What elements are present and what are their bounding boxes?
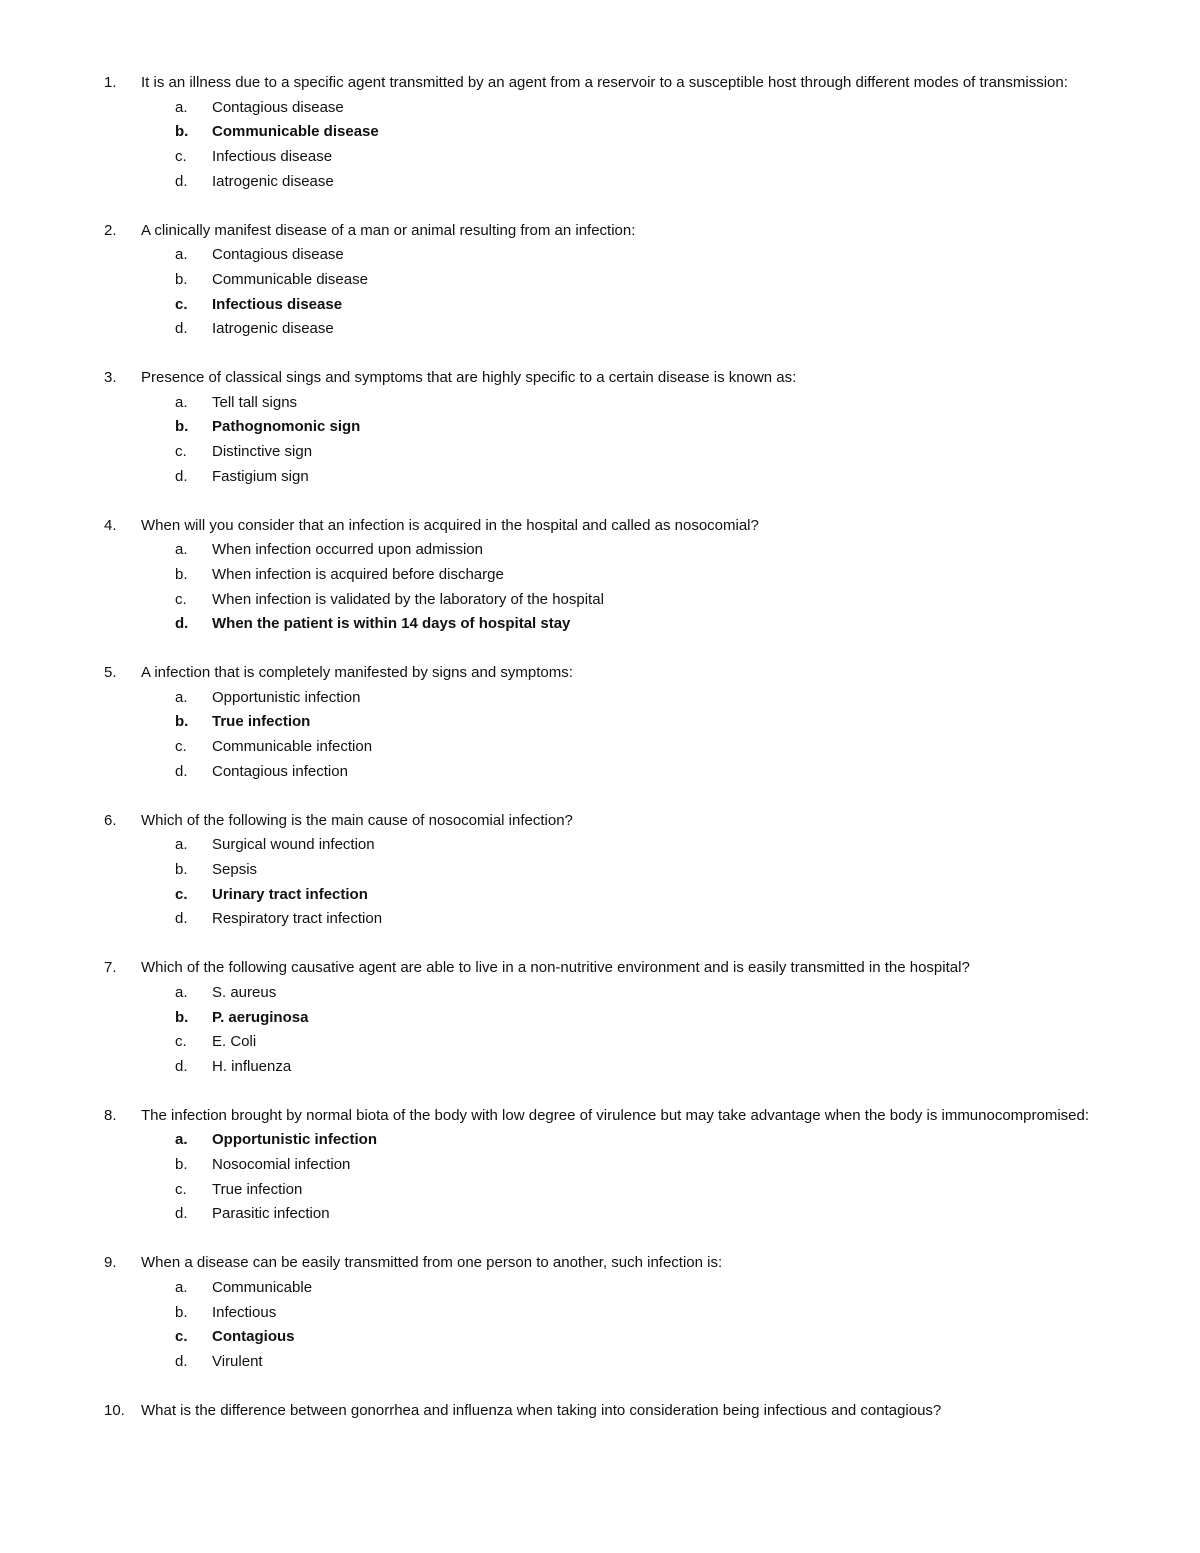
question-stem xyxy=(104,366,1130,391)
option-text: H. influenza xyxy=(212,1057,292,1075)
answer-option-correct xyxy=(104,612,1130,637)
answer-option-correct xyxy=(104,415,1130,440)
answer-options xyxy=(104,1128,1130,1227)
question-text: When will you consider that an infection is acquired in the hospital and called as nosocomial? xyxy=(141,516,759,534)
option-letter: a. xyxy=(175,688,188,706)
option-text: Respiratory tract infection xyxy=(212,910,383,928)
option-letter: b. xyxy=(175,860,188,878)
question-number: 2. xyxy=(104,221,117,239)
answer-option xyxy=(104,1301,1130,1326)
option-text: Distinctive sign xyxy=(212,443,313,461)
option-text: True infection xyxy=(212,713,311,731)
option-text: Iatrogenic disease xyxy=(212,320,334,338)
answer-option xyxy=(104,1276,1130,1301)
answer-options xyxy=(104,1276,1130,1375)
question-number: 7. xyxy=(104,959,117,977)
answer-option xyxy=(104,981,1130,1006)
option-letter: b. xyxy=(175,713,189,731)
option-letter: b. xyxy=(175,1303,188,1321)
option-letter: a. xyxy=(175,98,188,116)
option-text: Communicable disease xyxy=(212,270,368,288)
option-text: Virulent xyxy=(212,1352,263,1370)
answer-option xyxy=(104,760,1130,785)
option-text: When infection occurred upon admission xyxy=(212,541,483,559)
option-letter: a. xyxy=(175,246,188,264)
answer-option xyxy=(104,1153,1130,1178)
answer-options xyxy=(104,243,1130,342)
question-number: 6. xyxy=(104,811,117,829)
answer-options xyxy=(104,96,1130,195)
question-item xyxy=(104,661,1130,785)
question-item xyxy=(104,956,1130,1080)
option-text: P. aeruginosa xyxy=(212,1008,309,1026)
answer-option xyxy=(104,317,1130,342)
option-letter: b. xyxy=(175,1156,188,1174)
question-item xyxy=(104,1251,1130,1375)
option-letter: d. xyxy=(175,1057,188,1075)
answer-options xyxy=(104,391,1130,490)
answer-option-correct xyxy=(104,710,1130,735)
option-text: Contagious infection xyxy=(212,762,348,780)
question-item xyxy=(104,1104,1130,1228)
question-item xyxy=(104,809,1130,933)
answer-option-correct xyxy=(104,1325,1130,1350)
answer-option-correct xyxy=(104,293,1130,318)
option-text: Urinary tract infection xyxy=(212,885,368,903)
answer-option xyxy=(104,1030,1130,1055)
option-letter: c. xyxy=(175,590,187,608)
option-text: Contagious disease xyxy=(212,246,344,264)
question-text: A clinically manifest disease of a man or animal resulting from an infection: xyxy=(141,221,636,239)
option-text: When infection is acquired before discharge xyxy=(212,565,504,583)
option-letter: d. xyxy=(175,467,188,485)
option-letter: d. xyxy=(175,910,188,928)
answer-option xyxy=(104,563,1130,588)
option-text: Iatrogenic disease xyxy=(212,172,334,190)
option-letter: d. xyxy=(175,615,189,633)
option-text: Communicable disease xyxy=(212,123,379,141)
option-text: Surgical wound infection xyxy=(212,836,375,854)
option-letter: c. xyxy=(175,738,187,756)
question-item xyxy=(104,71,1130,195)
answer-options xyxy=(104,833,1130,932)
question-stem xyxy=(104,71,1130,96)
question-item xyxy=(104,514,1130,638)
option-letter: b. xyxy=(175,1008,189,1026)
option-letter: b. xyxy=(175,418,189,436)
option-letter: d. xyxy=(175,172,188,190)
question-stem xyxy=(104,1104,1130,1129)
answer-option xyxy=(104,907,1130,932)
option-letter: a. xyxy=(175,836,188,854)
option-text: Pathognomonic sign xyxy=(212,418,361,436)
answer-option xyxy=(104,538,1130,563)
question-number: 9. xyxy=(104,1254,117,1272)
answer-option-correct xyxy=(104,1006,1130,1031)
question-text: Which of the following is the main cause of nosocomial infection? xyxy=(141,811,573,829)
option-text: Fastigium sign xyxy=(212,467,309,485)
question-stem xyxy=(104,514,1130,539)
answer-option xyxy=(104,1178,1130,1203)
question-text: It is an illness due to a specific agent transmitted by an agent from a reservoir to a susceptible host through different modes of transmission: xyxy=(141,74,1068,91)
option-letter: c. xyxy=(175,443,187,461)
option-letter: c. xyxy=(175,1180,187,1198)
question-text: When a disease can be easily transmitted from one person to another, such infection is: xyxy=(141,1254,723,1272)
answer-options xyxy=(104,686,1130,785)
answer-option xyxy=(104,465,1130,490)
answer-option xyxy=(104,735,1130,760)
question-stem xyxy=(104,809,1130,834)
option-text: When the patient is within 14 days of hospital stay xyxy=(212,615,571,633)
option-letter: c. xyxy=(175,295,188,313)
answer-option xyxy=(104,686,1130,711)
question-stem xyxy=(104,956,1130,981)
question-stem xyxy=(104,219,1130,244)
option-letter: c. xyxy=(175,1033,187,1051)
question-stem xyxy=(104,1399,1130,1424)
answer-option xyxy=(104,391,1130,416)
question-number: 1. xyxy=(104,74,117,91)
question-number: 3. xyxy=(104,369,117,387)
answer-option-correct xyxy=(104,1128,1130,1153)
answer-option xyxy=(104,833,1130,858)
option-letter: a. xyxy=(175,983,188,1001)
option-text: Opportunistic infection xyxy=(212,688,361,706)
option-letter: c. xyxy=(175,885,188,903)
question-text: What is the difference between gonorrhea and influenza when taking into consideration being infectious and contagious? xyxy=(141,1401,942,1419)
answer-option xyxy=(104,145,1130,170)
option-text: Contagious disease xyxy=(212,98,344,116)
option-text: Communicable infection xyxy=(212,738,373,756)
question-text: Which of the following causative agent are able to live in a non-nutritive environment and is easily transmitted in the hospital? xyxy=(141,959,970,977)
option-letter: a. xyxy=(175,541,188,559)
option-text: Contagious xyxy=(212,1328,295,1346)
question-number: 10. xyxy=(104,1401,125,1419)
option-letter: a. xyxy=(175,1278,188,1296)
question-item xyxy=(104,366,1130,490)
question-text: The infection brought by normal biota of the body with low degree of virulence but may take advantage when the body is immunocompromised: xyxy=(141,1106,1090,1124)
option-letter: d. xyxy=(175,1205,188,1223)
answer-option xyxy=(104,96,1130,121)
question-number: 8. xyxy=(104,1106,117,1124)
option-letter: b. xyxy=(175,270,188,288)
option-text: Opportunistic infection xyxy=(212,1131,377,1149)
answer-option xyxy=(104,1202,1130,1227)
question-stem xyxy=(104,661,1130,686)
option-text: S. aureus xyxy=(212,983,277,1001)
quiz-question-list xyxy=(104,71,1130,1447)
answer-option xyxy=(104,268,1130,293)
option-letter: a. xyxy=(175,393,188,411)
question-stem xyxy=(104,1251,1130,1276)
question-text: Presence of classical sings and symptoms that are highly specific to a certain disease is known as: xyxy=(141,369,797,387)
option-text: E. Coli xyxy=(212,1033,257,1051)
answer-option xyxy=(104,440,1130,465)
question-number: 5. xyxy=(104,664,117,682)
answer-option xyxy=(104,858,1130,883)
answer-option xyxy=(104,588,1130,613)
question-item xyxy=(104,219,1130,343)
answer-option-correct xyxy=(104,883,1130,908)
answer-options xyxy=(104,981,1130,1080)
option-letter: c. xyxy=(175,1328,188,1346)
question-number: 4. xyxy=(104,516,117,534)
option-letter: c. xyxy=(175,148,187,166)
option-text: Nosocomial infection xyxy=(212,1156,351,1174)
answer-option xyxy=(104,1055,1130,1080)
answer-options xyxy=(104,538,1130,637)
option-letter: b. xyxy=(175,565,188,583)
option-text: True infection xyxy=(212,1180,303,1198)
option-letter: d. xyxy=(175,762,188,780)
answer-option xyxy=(104,170,1130,195)
option-text: Tell tall signs xyxy=(212,393,298,411)
answer-option xyxy=(104,243,1130,268)
option-text: When infection is validated by the laboratory of the hospital xyxy=(212,590,604,608)
option-letter: d. xyxy=(175,1352,188,1370)
answer-option xyxy=(104,1350,1130,1375)
option-text: Infectious xyxy=(212,1303,277,1321)
option-text: Infectious disease xyxy=(212,148,333,166)
option-letter: a. xyxy=(175,1131,188,1149)
option-text: Infectious disease xyxy=(212,295,343,313)
option-letter: d. xyxy=(175,320,188,338)
question-text: A infection that is completely manifested by signs and symptoms: xyxy=(141,664,573,682)
option-text: Parasitic infection xyxy=(212,1205,330,1223)
answer-option-correct xyxy=(104,120,1130,145)
option-text: Sepsis xyxy=(212,860,258,878)
option-letter: b. xyxy=(175,123,189,141)
question-item xyxy=(104,1399,1130,1424)
option-text: Communicable xyxy=(212,1278,313,1296)
